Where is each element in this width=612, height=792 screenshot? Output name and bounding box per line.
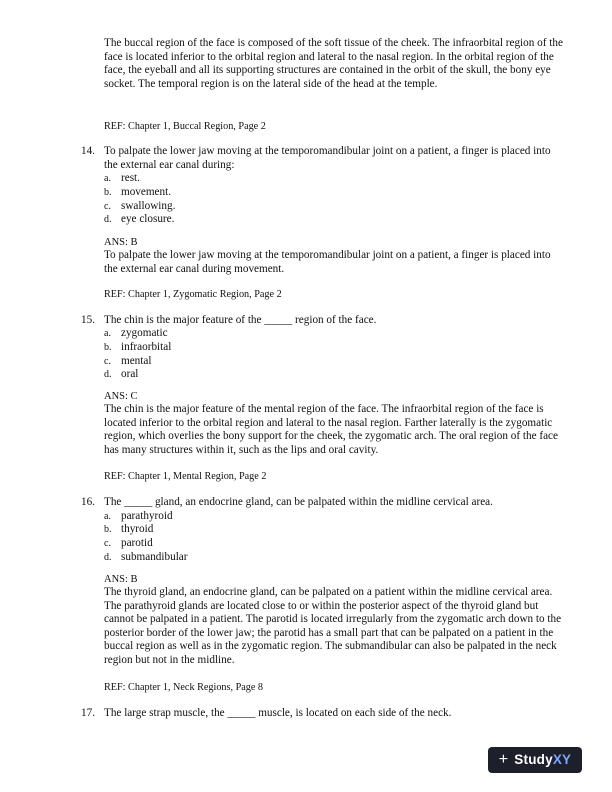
answer-key: ANS: C bbox=[104, 391, 138, 402]
option-text: infraorbital bbox=[121, 341, 172, 353]
option-text: submandibular bbox=[121, 551, 188, 563]
answer-rationale: To palpate the lower jaw moving at the temporomandibular joint on a patient, a finger is placed into the external ear canal during movement. bbox=[104, 249, 551, 275]
option-letter: b. bbox=[104, 524, 112, 535]
answer-key: ANS: B bbox=[104, 574, 138, 585]
answer-option bbox=[104, 186, 171, 200]
option-letter: c. bbox=[104, 201, 111, 212]
answer-option bbox=[104, 537, 153, 551]
answer-option bbox=[104, 510, 173, 524]
option-letter: a. bbox=[104, 511, 111, 522]
question-stem: The large strap muscle, the _____ muscle, is located on each side of the neck. bbox=[104, 707, 452, 719]
brand-name-accent: XY bbox=[552, 752, 572, 768]
question-number: 14. bbox=[81, 145, 95, 157]
option-letter: b. bbox=[104, 187, 112, 198]
option-letter: d. bbox=[104, 214, 112, 225]
option-text: swallowing. bbox=[121, 200, 176, 212]
brand-name-main: Study bbox=[514, 752, 553, 768]
option-text: parathyroid bbox=[121, 510, 173, 522]
question-number: 16. bbox=[81, 496, 95, 508]
option-letter: c. bbox=[104, 356, 111, 367]
answer-option bbox=[104, 327, 168, 341]
answer-option bbox=[104, 551, 188, 565]
question-reference: REF: Chapter 1, Neck Regions, Page 8 bbox=[104, 682, 264, 693]
option-text: rest. bbox=[121, 172, 140, 184]
option-text: oral bbox=[121, 368, 139, 380]
answer-key: ANS: B bbox=[104, 237, 138, 248]
question-stem: To palpate the lower jaw moving at the temporomandibular joint on a patient, a finger is placed into the external ear canal during: bbox=[104, 145, 551, 171]
question-reference: REF: Chapter 1, Zygomatic Region, Page 2 bbox=[104, 289, 282, 300]
option-text: movement. bbox=[121, 186, 172, 198]
question-stem: The _____ gland, an endocrine gland, can be palpated within the midline cervical area. bbox=[104, 496, 493, 508]
question-stem: The chin is the major feature of the _____ region of the face. bbox=[104, 314, 377, 326]
answer-option bbox=[104, 355, 151, 369]
intro-paragraph: The buccal region of the face is composed of the soft tissue of the cheek. The infraorbital region of the face is located inferior to the orbital region and lateral to the nasal region. In the orbital region of the face, the eyeball and all its supporting structures are contained in the orbit of the skull, the bony eye socket. The temporal region is on the lateral side of the head at the temple. bbox=[104, 37, 563, 90]
answer-option bbox=[104, 172, 140, 186]
option-text: parotid bbox=[121, 537, 153, 549]
question-number: 15. bbox=[81, 314, 95, 326]
option-letter: d. bbox=[104, 369, 112, 380]
option-letter: c. bbox=[104, 538, 111, 549]
answer-option bbox=[104, 523, 153, 537]
option-text: eye closure. bbox=[121, 213, 175, 225]
option-letter: b. bbox=[104, 342, 112, 353]
answer-option bbox=[104, 213, 174, 227]
option-letter: a. bbox=[104, 173, 111, 184]
option-text: thyroid bbox=[121, 523, 154, 535]
option-text: zygomatic bbox=[121, 327, 168, 339]
option-letter: d. bbox=[104, 552, 112, 563]
question-reference: REF: Chapter 1, Mental Region, Page 2 bbox=[104, 471, 267, 482]
intro-reference: REF: Chapter 1, Buccal Region, Page 2 bbox=[104, 121, 266, 132]
plus-icon: + bbox=[498, 751, 509, 768]
answer-rationale: The chin is the major feature of the mental region of the face. The infraorbital region of the face is located inferior to the orbital region and lateral to the nasal region. Farther laterally is the zygomatic region, which overlies the bony support for the cheek, the zygomatic arch. The oral region of the face has many structures within it, such as the lips and oral cavity. bbox=[104, 403, 558, 456]
answer-option bbox=[104, 368, 138, 382]
studyxy-badge[interactable] bbox=[488, 747, 582, 773]
question-number: 17. bbox=[81, 707, 95, 719]
answer-option bbox=[104, 200, 175, 214]
answer-option bbox=[104, 341, 171, 355]
option-letter: a. bbox=[104, 328, 111, 339]
option-text: mental bbox=[121, 355, 152, 367]
answer-rationale: The thyroid gland, an endocrine gland, can be palpated on a patient within the midline cervical area. The parathyroid glands are located close to or within the posterior aspect of the thyroid gland but cannot be palpated in a patient. The parotid is located irregularly from the zygomatic arch down to the posterior border of the lower jaw; the parotid has a small part that can be palpated on a patient in the buccal region as well as in the zygomatic region. The submandibular can also be palpated in the neck region but not in the midline. bbox=[104, 586, 562, 666]
